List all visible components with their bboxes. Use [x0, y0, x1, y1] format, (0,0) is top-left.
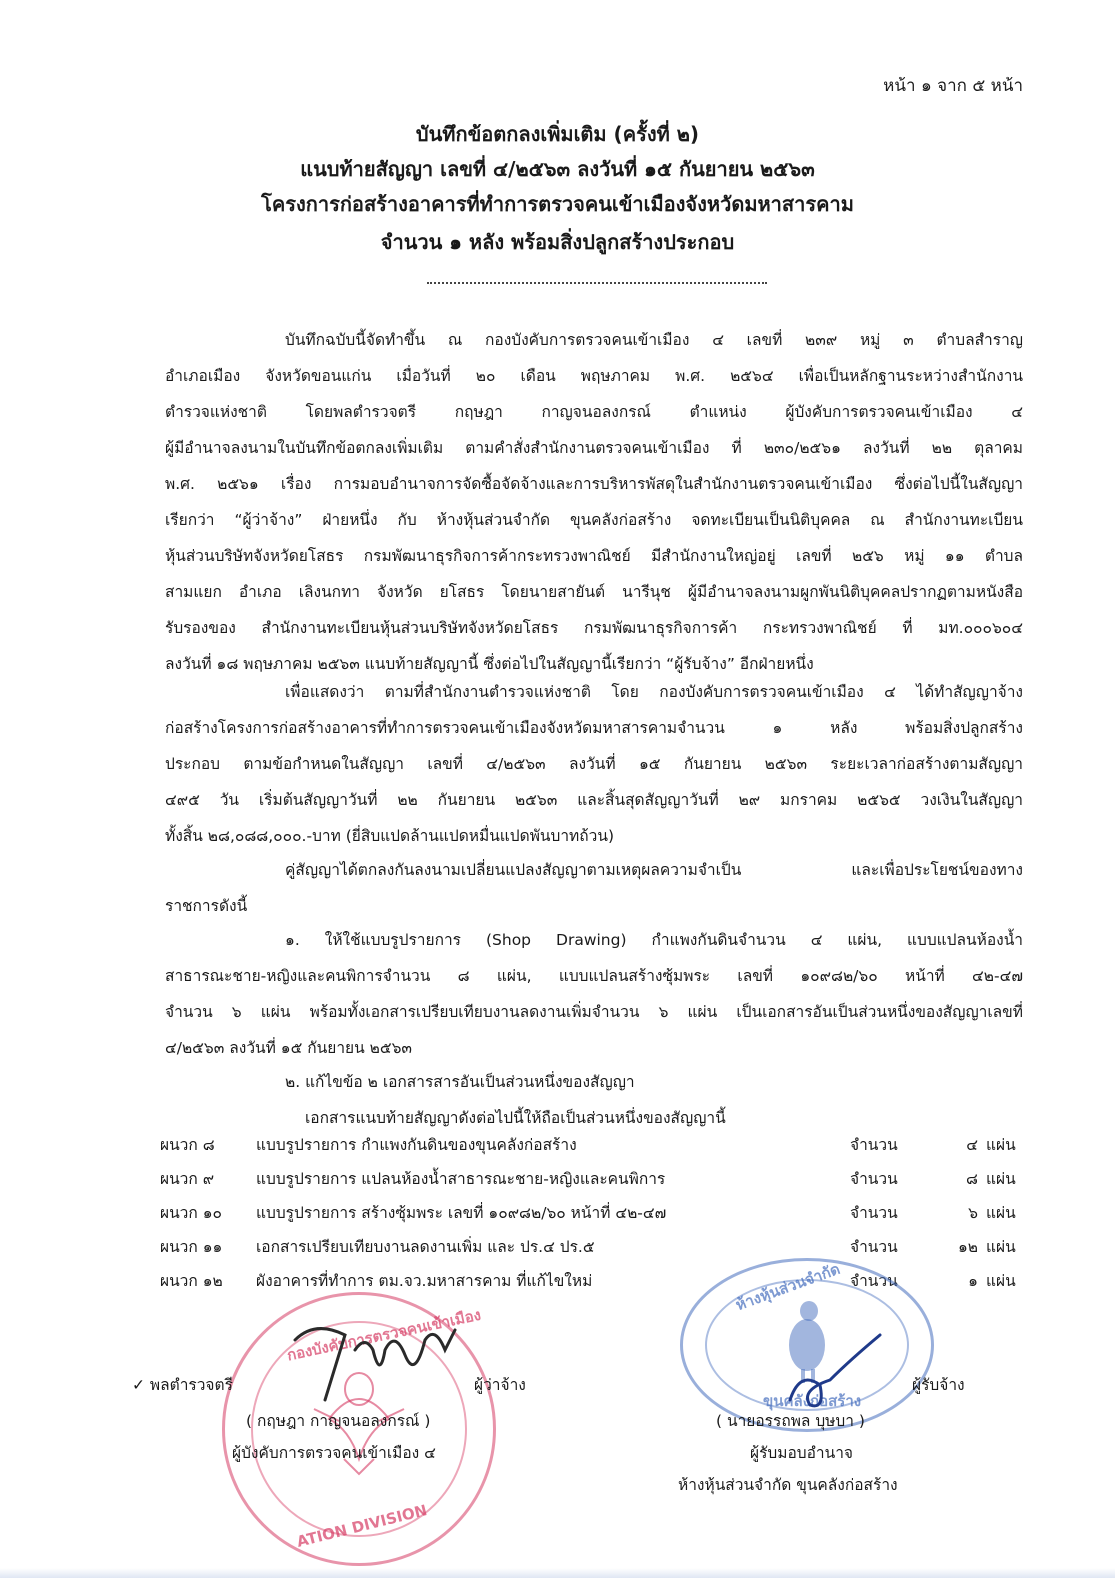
attachment-quantity-label: จำนวน — [850, 1272, 898, 1290]
contractor-role: ผู้รับจ้าง — [912, 1376, 965, 1394]
attachment-quantity-label: จำนวน — [850, 1136, 898, 1154]
paragraph-line: สามแยก อำเภอ เลิงนกทา จังหวัด ยโสธร โดยนายสายันต์ นารีนุช ผู้มีอำนาจลงนามผูกพันนิติบุคคลปรากฏตามหนังสือ — [165, 583, 1023, 601]
attachment-quantity: ๖ — [968, 1204, 978, 1222]
employer-position: ผู้บังคับการตรวจคนเข้าเมือง ๔ — [232, 1444, 436, 1462]
attachment-number: ผนวก ๑๐ — [160, 1204, 222, 1222]
paragraph-line: คู่สัญญาได้ตกลงกันลงนามเปลี่ยนแปลงสัญญาตามเหตุผลความจำเป็น และเพื่อประโยชน์ของทาง — [285, 861, 1023, 879]
paragraph-line: ผู้มีอำนาจลงนามในบันทึกข้อตกลงเพิ่มเติม ตามคำสั่งสำนักงานตรวจคนเข้าเมือง ที่ ๒๓๐/๒๕๖๑ ลงวันที่ ๒๒ ตุลาคม — [165, 439, 1023, 457]
contractor-position: ผู้รับมอบอำนาจ — [750, 1444, 854, 1462]
contractor-company: ห้างหุ้นส่วนจำกัด ขุนคลังก่อสร้าง — [678, 1476, 898, 1494]
attachment-quantity: ๑๒ — [957, 1238, 978, 1256]
paragraph-line: ก่อสร้างโครงการก่อสร้างอาคารที่ทำการตรวจคนเข้าเมืองจังหวัดมหาสารคามจำนวน ๑ หลัง พร้อมสิ่งปลูกสร้าง — [165, 719, 1023, 737]
paragraph-line: ตำรวจแห่งชาติ โดยพลตำรวจตรี กฤษฎา กาญจนอลงกรณ์ ตำแหน่ง ผู้บังคับการตรวจคนเข้าเมือง ๔ — [165, 403, 1023, 421]
attachment-row — [160, 1196, 1016, 1230]
paragraph-line: เพื่อแสดงว่า ตามที่สำนักงานตำรวจแห่งชาติ โดย กองบังคับการตรวจคนเข้าเมือง ๔ ได้ทำสัญญาจ้าง — [285, 683, 1023, 701]
attachment-quantity: ๘ — [966, 1170, 978, 1188]
contractor-signature — [780, 1330, 890, 1420]
attachment-unit: แผ่น — [986, 1272, 1016, 1290]
attachment-description: ผังอาคารที่ทำการ ตม.จว.มหาสารคาม ที่แก้ไขใหม่ — [256, 1272, 593, 1290]
paragraph-line: ลงวันที่ ๑๘ พฤษภาคม ๒๕๖๓ แนบท้ายสัญญานี้ ซึ่งต่อไปในสัญญานี้เรียกว่า “ผู้รับจ้าง” อีกฝ่ายหนึ่ง — [165, 655, 814, 673]
attachment-quantity-label: จำนวน — [850, 1170, 898, 1188]
attachment-number: ผนวก ๘ — [160, 1136, 215, 1154]
attachment-unit: แผ่น — [986, 1170, 1016, 1188]
attachment-description: แบบรูปรายการ สร้างซุ้มพระ เลขที่ ๑๐๙๘๒/๖๐ หน้าที่ ๔๒-๔๗ — [256, 1204, 667, 1222]
paragraph-line: ๔๙๕ วัน เริ่มต้นสัญญาวันที่ ๒๒ กันยายน ๒๕๖๓ และสิ้นสุดสัญญาวันที่ ๒๙ มกราคม ๒๕๖๕ วงเงินในสัญญา — [165, 791, 1023, 809]
scan-edge — [0, 1568, 1115, 1578]
employer-role: ผู้ว่าจ้าง — [474, 1376, 526, 1394]
attachment-number: ผนวก ๑๑ — [160, 1238, 223, 1256]
paragraph-line: บันทึกฉบับนี้จัดทำขึ้น ณ กองบังคับการตรวจคนเข้าเมือง ๔ เลขที่ ๒๓๙ หมู่ ๓ ตำบลสำราญ — [285, 331, 1023, 349]
seal-text: ATION DIVISION — [294, 1501, 429, 1551]
attachment-number: ผนวก ๙ — [160, 1170, 215, 1188]
attachment-quantity-label: จำนวน — [850, 1238, 898, 1256]
paragraph-line: ราชการดังนี้ — [165, 897, 248, 915]
attachment-number: ผนวก ๑๒ — [160, 1272, 223, 1290]
employer-name: ( กฤษฎา กาญจนอลงกรณ์ ) — [246, 1412, 431, 1430]
clause-2-subtitle: เอกสารแนบท้ายสัญญาดังต่อไปนี้ให้ถือเป็นส่วนหนึ่งของสัญญานี้ — [305, 1109, 726, 1127]
attachment-description: เอกสารเปรียบเทียบงานลดงานเพิ่ม และ ปร.๔ ปร.๕ — [256, 1238, 595, 1256]
seal-text: ห้างหุ้นส่วนจำกัด — [733, 1259, 843, 1315]
paragraph-line: เรียกว่า “ผู้ว่าจ้าง” ฝ่ายหนึ่ง กับ ห้างหุ้นส่วนจำกัด ขุนคลังก่อสร้าง จดทะเบียนเป็นนิติบุคคล ณ สำนักงานทะเบียน — [165, 511, 1023, 529]
project-name: โครงการก่อสร้างอาคารที่ทำการตรวจคนเข้าเมืองจังหวัดมหาสารคาม — [261, 192, 854, 216]
attachment-unit: แผ่น — [986, 1238, 1016, 1256]
paragraph-line: รับรองของ สำนักงานทะเบียนหุ้นส่วนบริษัทจังหวัดยโสธร กรมพัฒนาธุรกิจการค้า กระทรวงพาณิชย์ ที่ มท.๐๐๐๖๐๔ — [165, 619, 1023, 637]
project-scope: จำนวน ๑ หลัง พร้อมสิ่งปลูกสร้างประกอบ — [380, 230, 735, 254]
attachment-unit: แผ่น — [986, 1136, 1016, 1154]
attachment-row — [160, 1162, 1016, 1196]
clause-2-title: ๒. แก้ไขข้อ ๒ เอกสารสารอันเป็นส่วนหนึ่งของสัญญา — [285, 1073, 635, 1091]
paragraph-contract — [165, 674, 1023, 854]
attachment-description: แบบรูปรายการ กำแพงกันดินของขุนคลังก่อสร้าง — [256, 1136, 577, 1154]
seal-text: กองบังคับการตรวจคนเข้าเมือง — [285, 1305, 483, 1365]
contractor-name: ( นายอรรถพล บุษบา ) — [716, 1412, 865, 1430]
contract-reference: แนบท้ายสัญญา เลขที่ ๔/๒๕๖๓ ลงวันที่ ๑๕ กันยายน ๒๕๖๓ — [300, 157, 815, 181]
paragraph-line: พ.ศ. ๒๕๖๑ เรื่อง การมอบอำนาจการจัดซื้อจัดจ้างและการบริหารพัสดุในสำนักงานตรวจคนเข้าเมือง ซึ่งต่อไปนี้ในสัญญา — [165, 475, 1023, 493]
page-number: หน้า ๑ จาก ๕ หน้า — [883, 76, 1023, 96]
paragraph-line: หุ้นส่วนบริษัทจังหวัดยโสธร กรมพัฒนาธุรกิจการค้ากระทรวงพาณิชย์ มีสำนักงานใหญ่อยู่ เลขที่ ๒๕๖ หมู่ ๑๑ ตำบล — [165, 547, 1023, 565]
clause-1 — [165, 922, 1023, 1066]
attachment-unit: แผ่น — [986, 1204, 1016, 1222]
paragraph-parties — [165, 322, 1023, 682]
paragraph-agreement — [165, 852, 1023, 924]
paragraph-line: อำเภอเมือง จังหวัดขอนแก่น เมื่อวันที่ ๒๐ เดือน พฤษภาคม พ.ศ. ๒๕๖๔ เพื่อเป็นหลักฐานระหว่างสำนักงาน — [165, 367, 1023, 385]
paragraph-line: จำนวน ๖ แผ่น พร้อมทั้งเอกสารเปรียบเทียบงานลดงานเพิ่มจำนวน ๖ แผ่น เป็นเอกสารอันเป็นส่วนหนึ่งของสัญญาเลขที่ — [165, 1003, 1023, 1021]
paragraph-line: ๑. ให้ใช้แบบรูปรายการ (Shop Drawing) กำแพงกันดินจำนวน ๔ แผ่น, แบบแปลนห้องน้ำ — [285, 931, 1023, 949]
attachment-quantity: ๔ — [966, 1136, 978, 1154]
attachment-row — [160, 1230, 1016, 1264]
title-divider — [427, 282, 767, 284]
attachment-row — [160, 1128, 1016, 1162]
paragraph-line: สาธารณะชาย-หญิงและคนพิการจำนวน ๘ แผ่น, แบบแปลนสร้างซุ้มพระ เลขที่ ๑๐๙๘๒/๖๐ หน้าที่ ๔๒-๔๗ — [165, 967, 1023, 985]
seal-text: ขุนคลังก่อสร้าง — [763, 1392, 862, 1410]
paragraph-line: ประกอบ ตามข้อกำหนดในสัญญา เลขที่ ๔/๒๕๖๓ ลงวันที่ ๑๕ กันยายน ๒๕๖๓ ระยะเวลาก่อสร้างตามสัญญา — [165, 755, 1023, 773]
employer-signature — [255, 1310, 475, 1420]
attachment-quantity: ๑ — [968, 1272, 978, 1290]
paragraph-line: ๔/๒๕๖๓ ลงวันที่ ๑๕ กันยายน ๒๕๖๓ — [165, 1039, 413, 1057]
employer-rank: ✓ พลตำรวจตรี — [132, 1376, 233, 1394]
document-title: บันทึกข้อตกลงเพิ่มเติม (ครั้งที่ ๒) — [415, 122, 700, 146]
attachment-quantity-label: จำนวน — [850, 1204, 898, 1222]
paragraph-line: ทั้งสิ้น ๒๘,๐๘๘,๐๐๐.-บาท (ยี่สิบแปดล้านแปดหมื่นแปดพันบาทถ้วน) — [165, 827, 615, 845]
clause-2 — [165, 1064, 1023, 1136]
attachment-description: แบบรูปรายการ แปลนห้องน้ำสาธารณะชาย-หญิงและคนพิการ — [256, 1170, 666, 1188]
